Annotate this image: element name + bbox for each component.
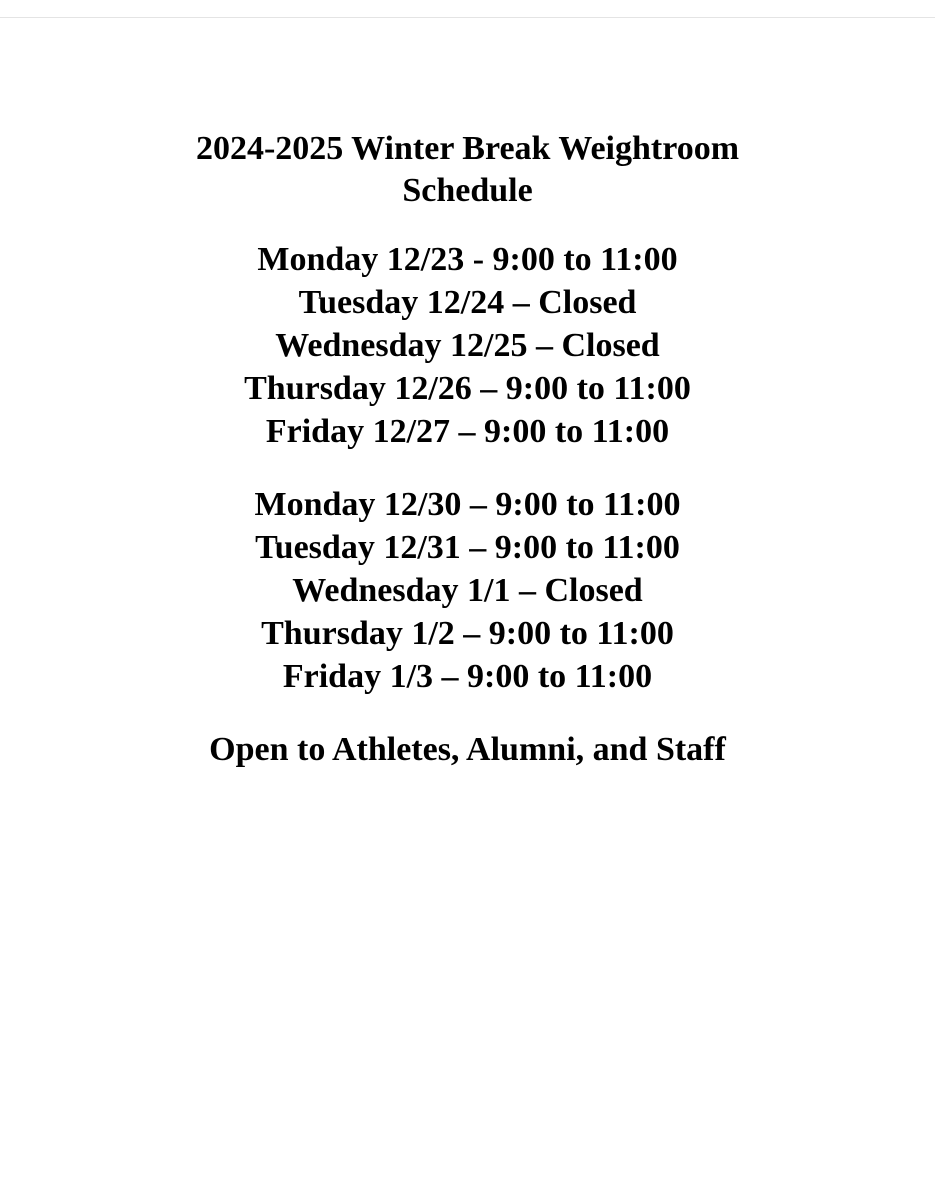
schedule-line: Tuesday 12/24 – Closed xyxy=(298,284,637,321)
schedule-line: Thursday 12/26 – 9:00 to 11:00 xyxy=(244,370,691,407)
document-title xyxy=(0,128,935,212)
title-line-1: 2024-2025 Winter Break Weightroom xyxy=(195,130,740,167)
schedule-line: Monday 12/23 - 9:00 to 11:00 xyxy=(257,241,678,278)
schedule-line: Friday 1/3 – 9:00 to 11:00 xyxy=(282,658,653,695)
open-to-note: Open to Athletes, Alumni, and Staff xyxy=(209,731,726,768)
schedule-line: Friday 12/27 – 9:00 to 11:00 xyxy=(265,413,670,450)
schedule-line: Monday 12/30 – 9:00 to 11:00 xyxy=(254,486,681,523)
schedule-document xyxy=(0,128,935,771)
week-1-schedule xyxy=(0,238,935,453)
page-top-divider xyxy=(0,17,935,18)
schedule-line: Wednesday 12/25 – Closed xyxy=(275,327,660,364)
week-2-schedule xyxy=(0,483,935,698)
schedule-line: Wednesday 1/1 – Closed xyxy=(292,572,643,609)
schedule-line: Thursday 1/2 – 9:00 to 11:00 xyxy=(261,615,674,652)
title-line-2: Schedule xyxy=(402,172,533,209)
schedule-line: Tuesday 12/31 – 9:00 to 11:00 xyxy=(255,529,680,566)
